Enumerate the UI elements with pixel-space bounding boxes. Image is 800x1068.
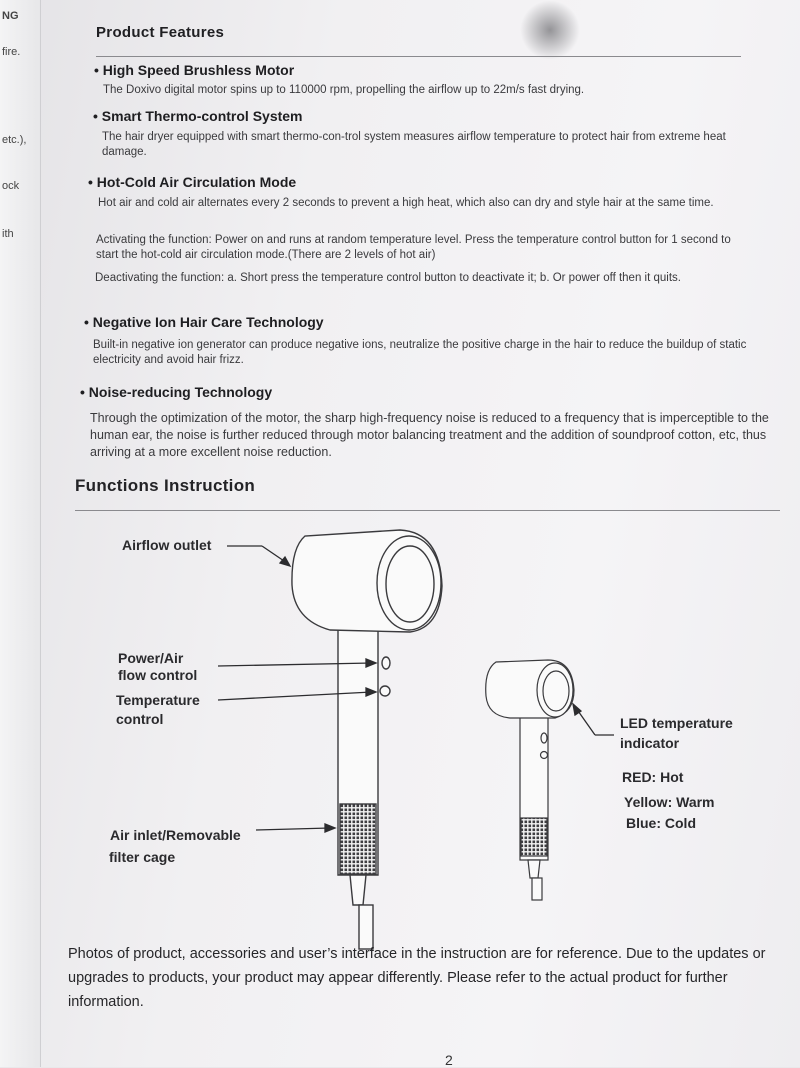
left-fragment-4: ith [2, 228, 14, 240]
small-temperature-button-icon [541, 752, 548, 759]
footer-disclaimer: Photos of product, accessories and user’s interface in the instruction are for reference. Due to the updates or upgrades to products, your product may appear differently. Please refer to the actual product for further information. [68, 946, 766, 1010]
large-dryer-filter-cage [340, 804, 376, 874]
label-led-1: LED temperature [620, 715, 733, 731]
label-temperature-1: Temperature [116, 692, 200, 708]
temperature-button-icon [380, 686, 390, 696]
left-fragment-1: fire. [2, 46, 21, 58]
leader-air-inlet [256, 828, 330, 830]
left-fragment-3: ock [2, 180, 20, 192]
large-dryer-illustration [292, 530, 442, 949]
page-number: 2 [445, 1052, 453, 1068]
large-dryer-cord-boot [350, 875, 366, 905]
label-air-inlet-1: Air inlet/Removable [110, 827, 241, 843]
product-features-heading: Product Features [96, 24, 225, 41]
feature-text-motor: The Doxivo digital motor spins up to 110000 rpm, propelling the airflow up to 22m/s fast drying. [103, 84, 585, 96]
small-dryer-led-ring [543, 671, 569, 711]
feature-text-hot-cold: Hot air and cold air alternates every 2 seconds to prevent a high heat, which also can dry and style hair at the same time. [98, 197, 714, 209]
feature-title-motor: • High Speed Brushless Motor [94, 62, 294, 78]
left-heading-fragment: NG [2, 10, 19, 22]
feature-text-deactivate: Deactivating the function: a. Short press the temperature control button to deactivate it; b. Or power off then it quits. [95, 272, 681, 284]
label-airflow-outlet: Airflow outlet [122, 537, 212, 553]
feature-text-ion: Built-in negative ion generator can produce negative ions, neutralize the positive charge in the hair to reduce the buildup of static electricity and avoid hair frizz. [93, 339, 747, 366]
functions-instruction-heading: Functions Instruction [75, 476, 256, 495]
small-dryer-filter-cage [521, 818, 547, 856]
label-temperature-2: control [116, 711, 164, 727]
feature-text-noise: Through the optimization of the motor, the sharp high-frequency noise is reduced to a frequency that is imperceptible to the human ear, the noise is further reduced through motor balancing treatment and the addition of soundproof cotton, etc, thus arriving at a more excellent noise reduction. [90, 411, 769, 459]
small-dryer-illustration [486, 660, 574, 900]
label-air-inlet-2: filter cage [109, 849, 176, 865]
small-dryer-cord-boot [528, 860, 540, 878]
label-led-2: indicator [620, 735, 680, 751]
feature-title-ion: • Negative Ion Hair Care Technology [84, 314, 324, 330]
left-fragment-2: etc.), [2, 134, 27, 146]
feature-title-thermo: • Smart Thermo-control System [93, 108, 303, 124]
led-color-blue: Blue: Cold [626, 815, 696, 831]
feature-text-activate: Activating the function: Power on and runs at random temperature level. Press the temperature control button for 1 second to start the hot-cold air circulation mode.(There are 2 levels of hot air) [96, 234, 731, 261]
small-dryer-cord [532, 878, 542, 900]
large-dryer-outlet-inner [386, 546, 434, 622]
power-button-icon [382, 657, 390, 669]
feature-title-hot-cold: • Hot-Cold Air Circulation Mode [88, 174, 296, 190]
feature-text-thermo: The hair dryer equipped with smart thermo-con-trol system measures airflow temperature to protect hair from extreme heat damage. [102, 131, 726, 158]
label-power-air-2: flow control [118, 667, 198, 683]
feature-title-noise: • Noise-reducing Technology [80, 384, 272, 400]
led-color-red: RED: Hot [622, 769, 684, 785]
small-power-button-icon [541, 733, 547, 743]
led-color-yellow: Yellow: Warm [624, 794, 715, 810]
label-power-air-1: Power/Air [118, 650, 184, 666]
